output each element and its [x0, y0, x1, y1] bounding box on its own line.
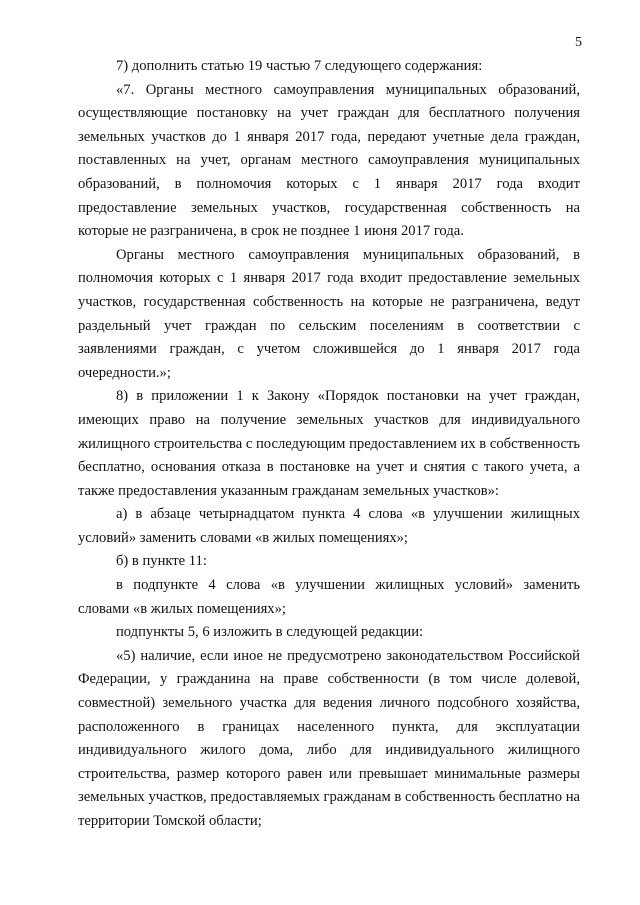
paragraph-item-8: 8) в приложении 1 к Закону «Порядок постановки на учет граждан, имеющих право на получение земельных участков для индивидуального жилищного строительства с последующим предоставлением их в собственность бесплатно, основания отказа в постановке на учет и снятия с такого учета, а также предоставления указанным гражданам земельных участков»:: [78, 388, 580, 499]
paragraph-subclause-4: в подпункте 4 слова «в улучшении жилищных условий» заменить словами «в жилых помещениях»;: [78, 577, 580, 617]
paragraph-amend-article-19: 7) дополнить статью 19 частью 7 следующего содержания:: [116, 58, 483, 74]
page-number: 5: [575, 35, 582, 50]
document-body: [78, 55, 580, 834]
paragraph-part-7: «7. Органы местного самоуправления муниципальных образований, осуществляющие постановку на учет граждан для бесплатного получения земельных участков до 1 января 2017 года, передают учетные дела граждан, поставленных на учет, органам местного самоуправления муниципальных образований, в полномочия которых с 1 января 2017 года входит предоставление земельных участков, государственная собственность на которые не разграничена, в срок не позднее 1 июня 2017 года.: [78, 81, 580, 240]
paragraph-separate-records: Органы местного самоуправления муниципальных образований, в полномочия которых с 1 января 2017 года входит предоставление земельных участков, государственная собственность на которые не разграничена, ведут раздельный учет граждан по сельским поселениям в соответствии с заявлениями граждан, с учетом сложившейся до 1 января 2017 года очередности.»;: [78, 246, 580, 381]
paragraph-subitem-b: б) в пункте 11:: [116, 553, 207, 570]
paragraph-subclause-5-text: «5) наличие, если иное не предусмотрено законодательством Российской Федерации, у гражданина на праве собственности (в том числе долевой, совместной) земельного участка для ведения личного подсобного хозяйства, расположенного в границах населенного пункта, для эксплуатации индивидуального жилого дома, либо для индивидуального жилищного строительства, размер которого равен или превышает минимальные размеры земельных участков, предоставляемых гражданам в собственность бесплатно на территории Томской области;: [78, 647, 580, 829]
paragraph-subclauses-5-6: подпункты 5, 6 изложить в следующей редакции:: [116, 624, 424, 641]
paragraph-subitem-a: а) в абзаце четырнадцатом пункта 4 слова «в улучшении жилищных условий» заменить словами «в жилых помещениях»;: [78, 506, 580, 546]
